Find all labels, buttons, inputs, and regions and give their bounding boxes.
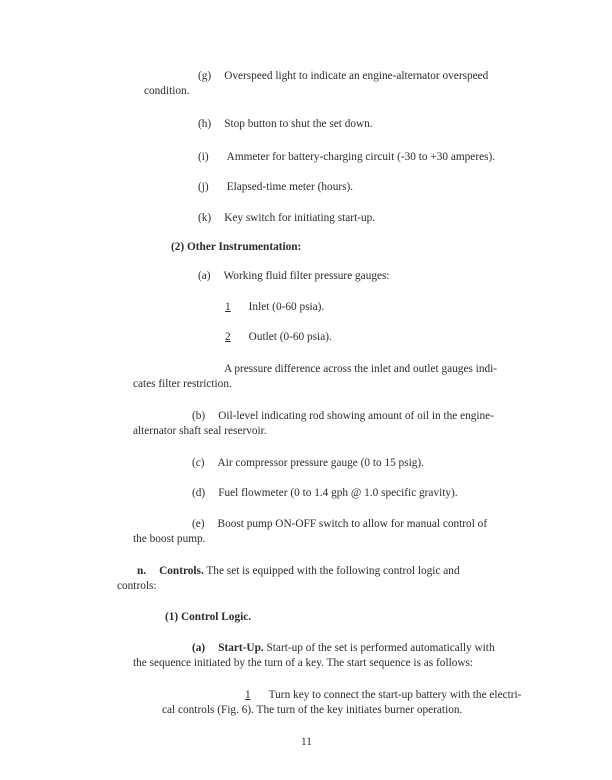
item-g	[198, 69, 488, 84]
step-1-continuation: cal controls (Fig. 6). The turn of the key initiates burner operation.	[162, 704, 463, 716]
item-k-label: (k)	[198, 212, 212, 224]
startup-label: (a)	[192, 642, 206, 654]
controls-label: n.	[137, 565, 147, 577]
item-d-label: (d)	[192, 487, 206, 499]
item-i-text: Ammeter for battery-charging circuit (-30 to +30 amperes).	[226, 151, 496, 163]
sub-item-outlet	[225, 330, 332, 345]
startup-continuation: the sequence initiated by the turn of a key. The start sequence is as follows:	[133, 657, 474, 669]
startup-paragraph	[192, 641, 495, 656]
sub-item-inlet	[225, 300, 324, 315]
step-1	[245, 688, 521, 703]
item-i	[198, 150, 495, 165]
item-c-text: Air compressor pressure gauge (0 to 15 psig).	[217, 457, 424, 469]
item-e-label: (e)	[192, 518, 205, 530]
page-number: 11	[301, 736, 312, 748]
item-g-text: Overspeed light to indicate an engine-alternator overspeed	[224, 70, 489, 82]
item-i-label: (i)	[198, 151, 209, 163]
item-e-continuation: the boost pump.	[133, 533, 206, 545]
item-d-fuel-flowmeter	[192, 486, 458, 501]
other-instrumentation-heading: (2) Other Instrumentation:	[171, 241, 302, 253]
item-b-continuation: alternator shaft seal reservoir.	[133, 425, 267, 437]
controls-text: The set is equipped with the following control logic and	[206, 565, 460, 577]
item-b-label: (b)	[192, 410, 206, 422]
sub-item-outlet-text: Outlet (0-60 psia).	[248, 331, 332, 343]
step-1-text: Turn key to connect the start-up battery with the electri-	[268, 689, 522, 701]
item-j-label: (j)	[198, 181, 209, 193]
sub-item-inlet-num: 1	[225, 301, 231, 313]
item-e-text: Boost pump ON-OFF switch to allow for manual control of	[217, 518, 488, 530]
item-e-boost-pump	[192, 517, 487, 532]
controls-title: Controls.	[159, 565, 204, 577]
item-b-oil	[192, 409, 494, 424]
item-d-text: Fuel flowmeter (0 to 1.4 gph @ 1.0 specific gravity).	[218, 487, 458, 499]
item-c-air-compressor	[192, 456, 424, 471]
controls-paragraph	[137, 564, 460, 579]
item-k	[198, 211, 375, 226]
item-j-text: Elapsed-time meter (hours).	[226, 181, 354, 193]
controls-continuation: controls:	[117, 580, 157, 592]
pressure-difference-line1: A pressure difference across the inlet and outlet gauges indi-	[224, 363, 498, 375]
step-1-num: 1	[245, 689, 251, 701]
item-g-continuation: condition.	[144, 85, 190, 97]
item-j	[198, 180, 353, 195]
item-b-text: Oil-level indicating rod showing amount of oil in the engine-	[218, 410, 494, 422]
sub-item-outlet-num: 2	[225, 331, 231, 343]
pressure-difference-line2: cates filter restriction.	[133, 378, 232, 390]
item-h-text: Stop button to shut the set down.	[224, 118, 373, 130]
item-c-label: (c)	[192, 457, 205, 469]
item-k-text: Key switch for initiating start-up.	[224, 212, 376, 224]
control-logic-heading: (1) Control Logic.	[165, 611, 252, 623]
item-a-text: Working fluid filter pressure gauges:	[223, 270, 390, 282]
sub-item-inlet-text: Inlet (0-60 psia).	[248, 301, 325, 313]
item-h-label: (h)	[198, 118, 212, 130]
item-a-gauges	[198, 269, 390, 284]
item-g-label: (g)	[198, 70, 212, 82]
item-h	[198, 117, 373, 132]
startup-title: Start-Up.	[218, 642, 264, 654]
item-a-label: (a)	[198, 270, 211, 282]
startup-text: Start-up of the set is performed automatically with	[266, 642, 495, 654]
